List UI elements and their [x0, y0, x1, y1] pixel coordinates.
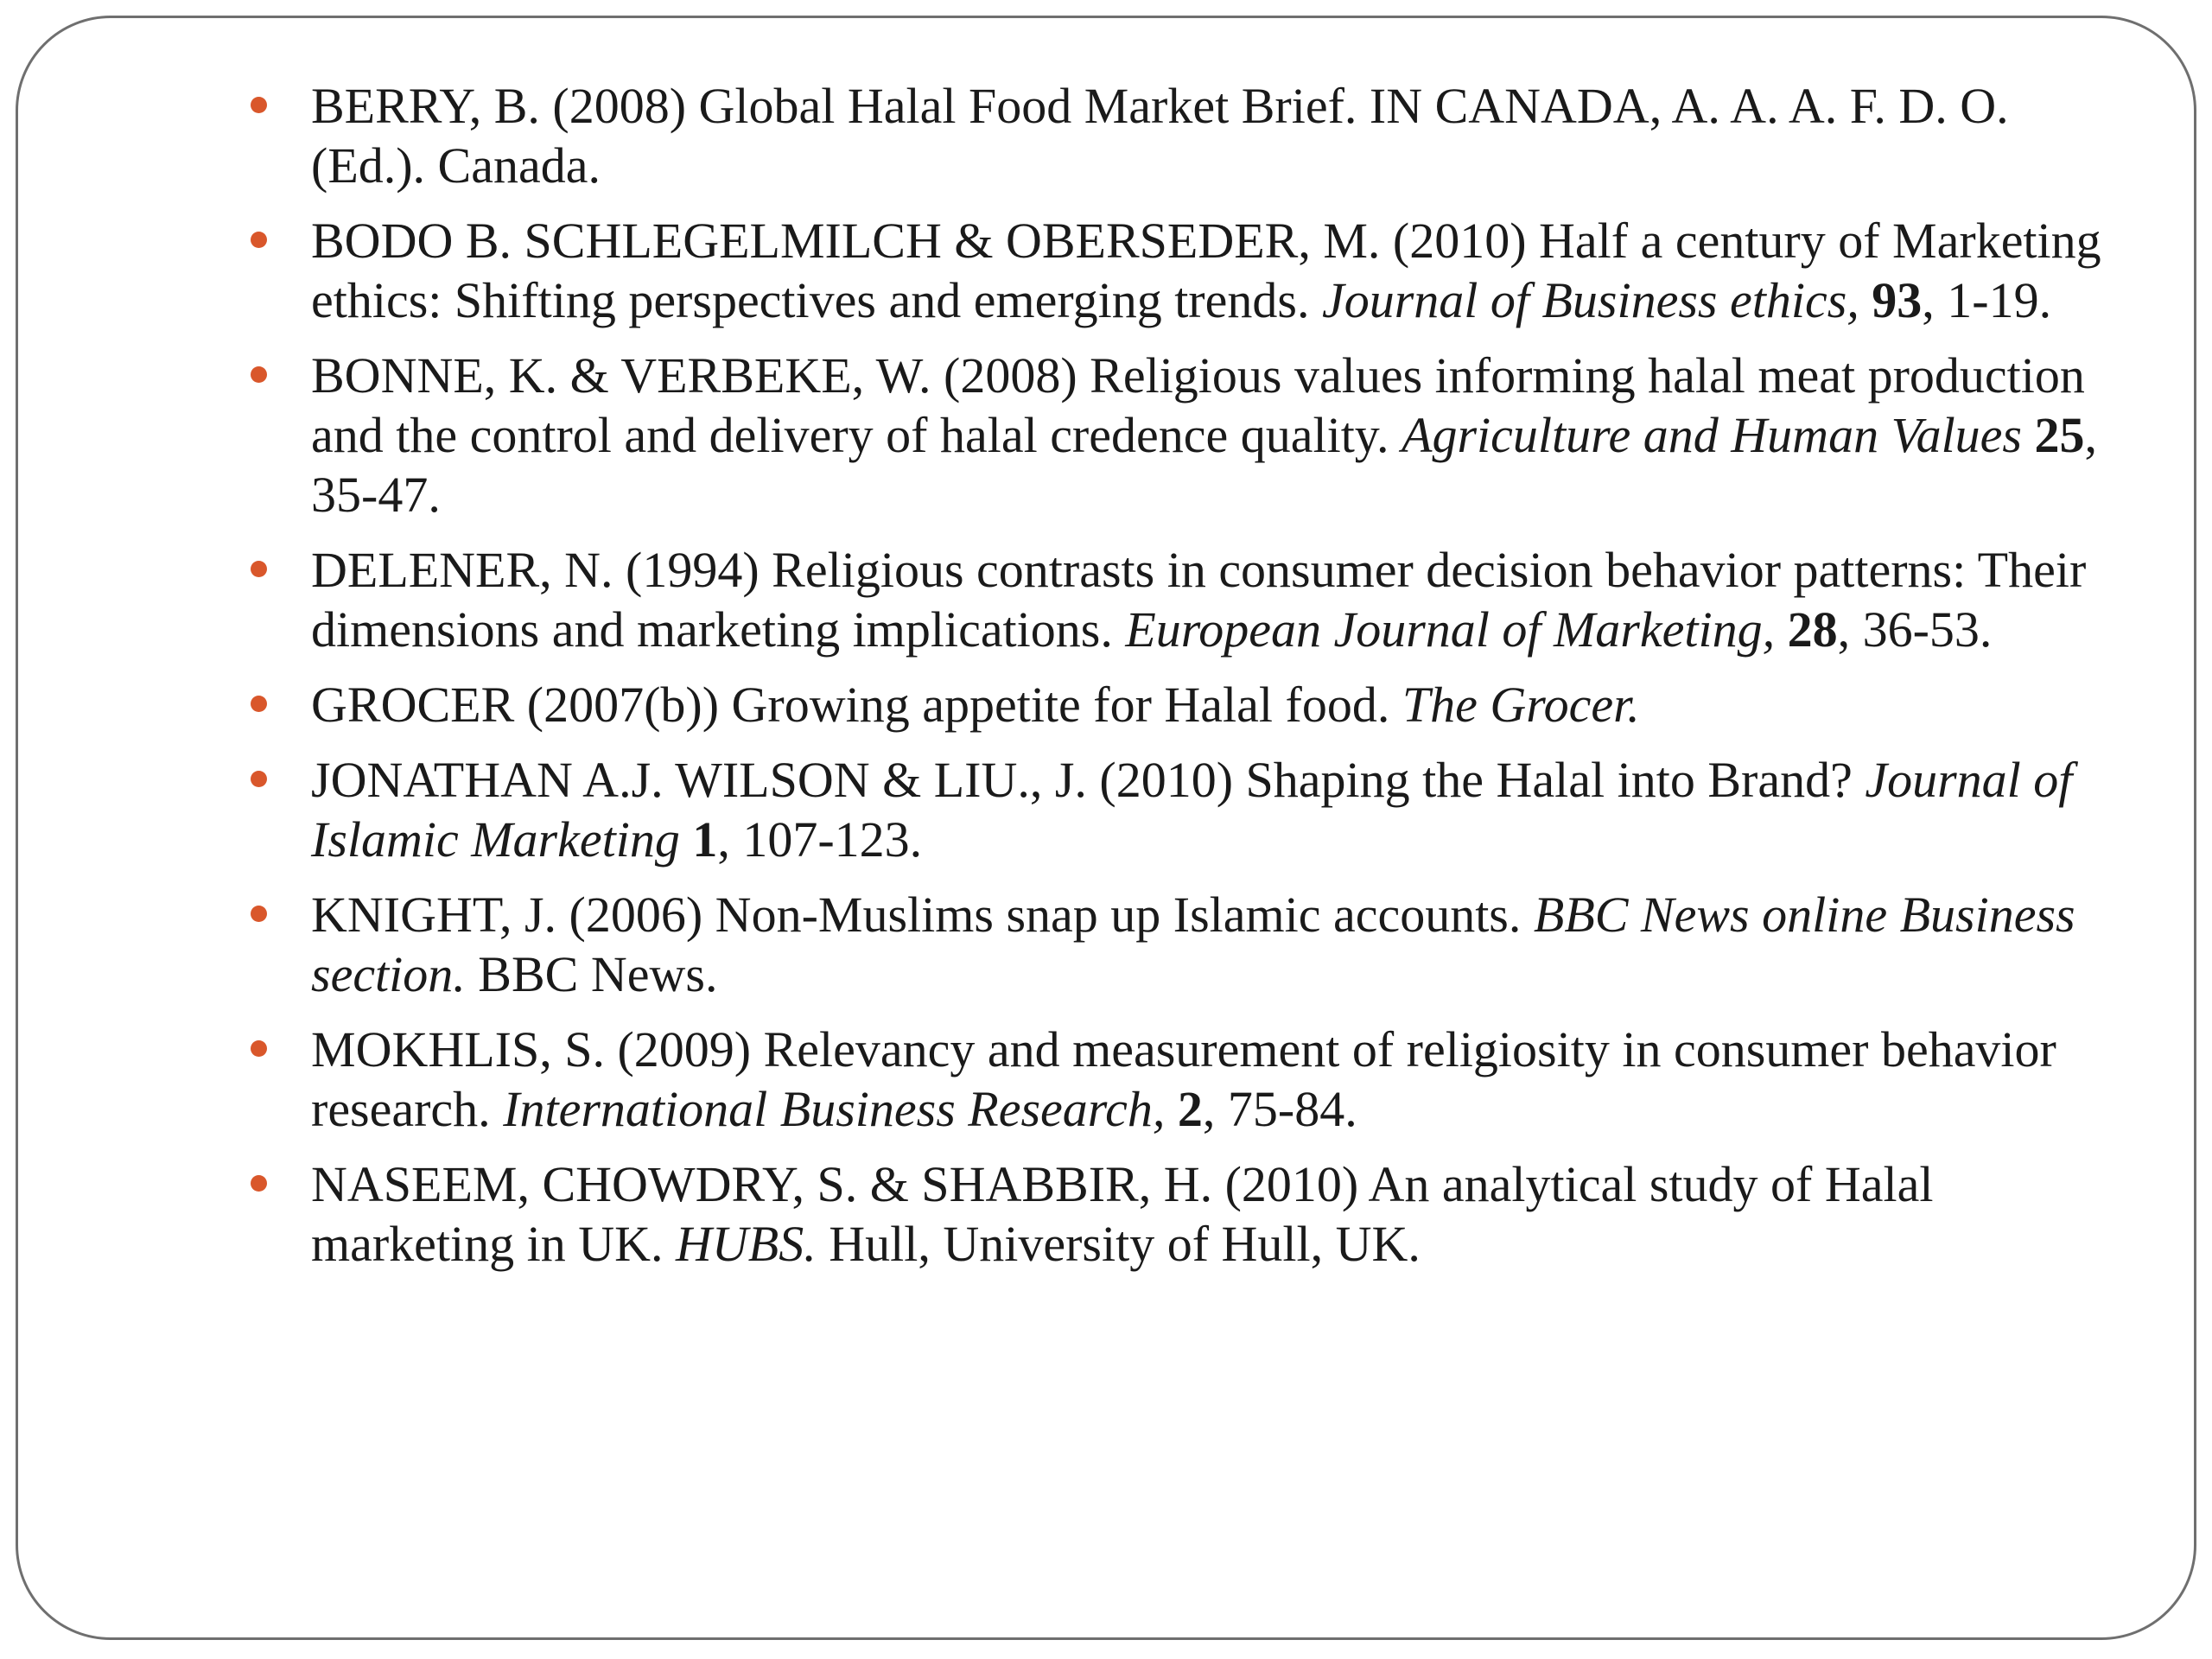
reference-item: [251, 750, 2108, 869]
bullet-icon: [251, 696, 267, 712]
reference-journal: HUBS.: [676, 1216, 817, 1272]
reference-text: BONNE, K. & VERBEKE, W. (2008) Religious values informing halal meat production and the control and delivery of halal credence quality.: [311, 347, 2085, 463]
bullet-icon: [251, 1040, 267, 1057]
reference-text: GROCER (2007(b)) Growing appetite for Halal food.: [311, 677, 1402, 733]
reference-text: MOKHLIS, S. (2009) Relevancy and measurement of religiosity in consumer behavior research.: [311, 1021, 2056, 1137]
reference-volume: 93: [1859, 272, 1923, 328]
reference-volume: 25: [2022, 407, 2085, 463]
bullet-icon: [251, 97, 267, 113]
bullet-icon: [251, 366, 267, 383]
bullet-icon: [251, 906, 267, 922]
bullet-icon: [251, 232, 267, 248]
reference-journal: Journal of Islamic Marketing: [311, 752, 2073, 868]
reference-pages: , 75-84.: [1202, 1081, 1357, 1137]
reference-volume: 28: [1775, 601, 1838, 658]
reference-journal: Journal of Business ethics,: [1321, 272, 1859, 328]
reference-journal: European Journal of Marketing,: [1125, 601, 1776, 658]
reference-journal: Agriculture and Human Values: [1402, 407, 2022, 463]
reference-text: JONATHAN A.J. WILSON & LIU., J. (2010) Shaping the Halal into Brand?: [311, 752, 1866, 808]
reference-item: [251, 1020, 2108, 1139]
reference-pages: , 36-53.: [1837, 601, 1993, 658]
reference-volume: 2: [1165, 1081, 1203, 1137]
reference-pages: , 1-19.: [1922, 272, 2052, 328]
reference-volume: 1: [679, 811, 718, 868]
reference-pages: , 107-123.: [717, 811, 923, 868]
reference-list: [251, 76, 2108, 1289]
reference-journal: International Business Research,: [503, 1081, 1166, 1137]
reference-item: [251, 540, 2108, 659]
reference-pages: Hull, University of Hull, UK.: [816, 1216, 1421, 1272]
reference-item: [251, 885, 2108, 1004]
bullet-icon: [251, 771, 267, 787]
reference-pages: , 35-47.: [311, 407, 2097, 523]
reference-journal: BBC News online Business section.: [311, 887, 2075, 1002]
reference-item: [251, 76, 2108, 195]
reference-text: BERRY, B. (2008) Global Halal Food Market Brief. IN CANADA, A. A. A. F. D. O. (Ed.). Canada.: [311, 78, 2009, 194]
reference-text: BODO B. SCHLEGELMILCH & OBERSEDER, M. (2010) Half a century of Marketing ethics: Shifting perspectives and emerging trends.: [311, 213, 2101, 328]
reference-pages: BBC News.: [465, 946, 718, 1002]
bullet-icon: [251, 1175, 267, 1192]
reference-journal: The Grocer.: [1402, 677, 1640, 733]
reference-item: [251, 675, 2108, 734]
reference-item: [251, 1154, 2108, 1274]
reference-text: KNIGHT, J. (2006) Non-Muslims snap up Islamic accounts.: [311, 887, 1534, 943]
reference-item: [251, 211, 2108, 330]
reference-text: NASEEM, CHOWDRY, S. & SHABBIR, H. (2010) An analytical study of Halal marketing in UK.: [311, 1156, 1934, 1272]
bullet-icon: [251, 561, 267, 577]
reference-text: DELENER, N. (1994) Religious contrasts in consumer decision behavior patterns: Their dimensions and marketing implications.: [311, 542, 2087, 658]
reference-item: [251, 346, 2108, 524]
